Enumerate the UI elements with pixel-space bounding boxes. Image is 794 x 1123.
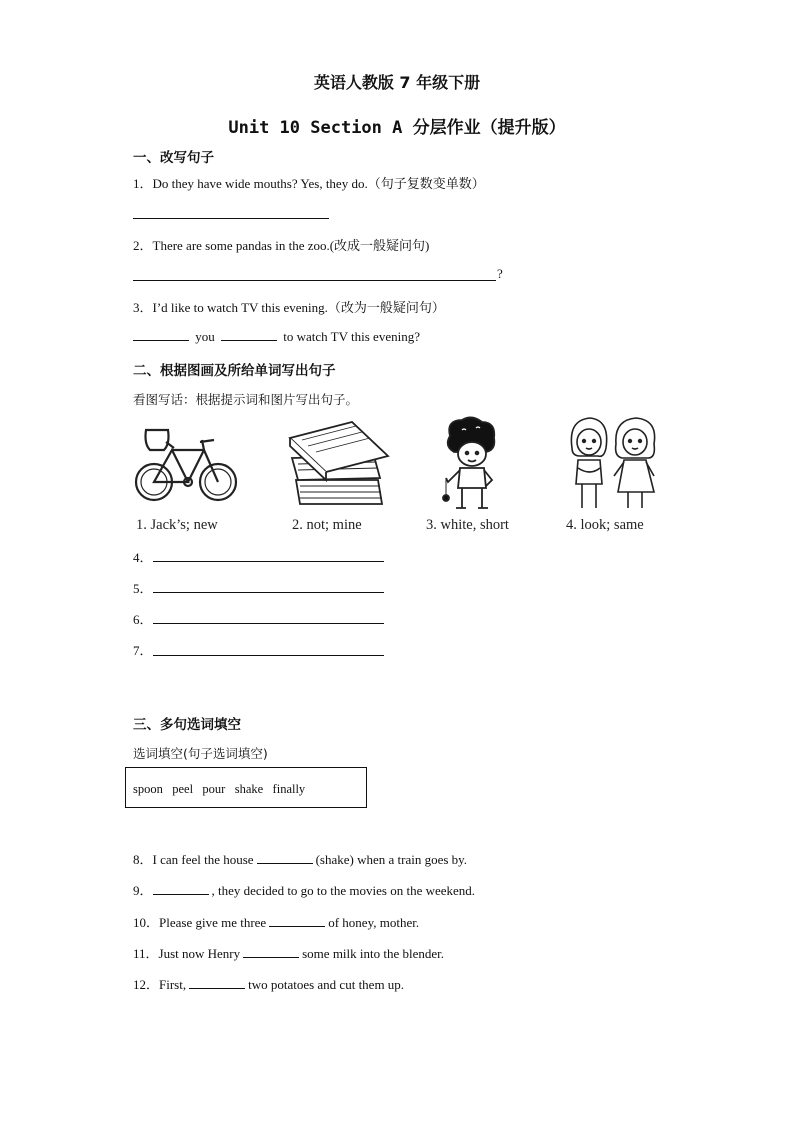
section-heading-2: 二、根据图画及所给单词写出句子 [133,363,336,379]
question-9 [133,880,475,899]
answer-label-7: 7． [133,643,153,658]
books-icon [282,416,392,508]
section-2-instruction: 看图写话：根据提示词和图片写出句子。 [133,392,359,407]
two-girls-icon [562,414,666,514]
answer-line-6[interactable] [153,623,384,624]
question-3-fill-a: you [195,329,215,344]
question-9-text: , they decided to go to the movies on the weekend. [211,883,476,898]
boy-yoyo-icon [432,416,506,512]
answer-line-1[interactable] [133,218,329,219]
page-subtitle: Unit 10 Section A 分层作业（提升版） [228,118,566,138]
question-2: 2．There are some pandas in the zoo.(改成一般疑问句) [133,238,430,253]
blank-8[interactable] [257,851,313,864]
blank-3a[interactable] [133,328,189,341]
question-11 [133,943,444,962]
question-3-answer-row [133,328,420,345]
blank-9[interactable] [153,882,209,895]
question-2-end-mark: ? [497,266,503,281]
word-bank-words: spoon peel pour shake finally [133,782,306,796]
question-1: 1．Do they have wide mouths? Yes, they do.（句子复数变单数） [133,176,485,191]
blank-12[interactable] [189,976,245,989]
blank-3b[interactable] [221,328,277,341]
picture-caption-3: 3. white, short [426,517,509,533]
question-10 [133,912,419,931]
question-12 [133,974,404,993]
question-11-text-end: some milk into the blender. [302,946,445,961]
question-3-fill-b: to watch TV this evening? [283,329,420,344]
bicycle-icon [130,420,246,506]
question-8 [133,849,467,868]
answer-line-2[interactable] [133,280,496,281]
answer-label-5: 5． [133,581,153,596]
section-heading-3: 三、多句选词填空 [133,717,241,733]
question-3: 3．I’d like to watch TV this evening.（改为一般疑问句） [133,300,445,315]
picture-caption-4: 4. look; same [566,517,644,533]
answer-line-5[interactable] [153,592,384,593]
page-title: 英语人教版 7 年级下册 [313,73,481,92]
picture-caption-1: 1. Jack’s; new [136,517,218,533]
question-12-text: 12．First, [133,977,187,992]
answer-label-6: 6． [133,612,153,627]
question-8-text-end: (shake) when a train goes by. [315,852,468,867]
question-9-number: 9． [133,883,153,898]
question-10-text: 10．Please give me three [133,915,267,930]
question-10-text-end: of honey, mother. [328,915,420,930]
blank-11[interactable] [243,945,299,958]
question-11-text: 11．Just now Henry [133,946,241,961]
question-8-text: 8．I can feel the house [133,852,254,867]
word-bank-box [125,767,367,808]
section-heading-1: 一、改写句子 [133,150,214,166]
section-3-instruction: 选词填空(句子选词填空) [133,746,268,761]
picture-caption-2: 2. not; mine [292,517,362,533]
blank-10[interactable] [269,914,325,927]
answer-line-7[interactable] [153,655,384,656]
answer-line-4[interactable] [153,561,384,562]
answer-label-4: 4． [133,550,153,565]
question-12-text-end: two potatoes and cut them up. [248,977,405,992]
